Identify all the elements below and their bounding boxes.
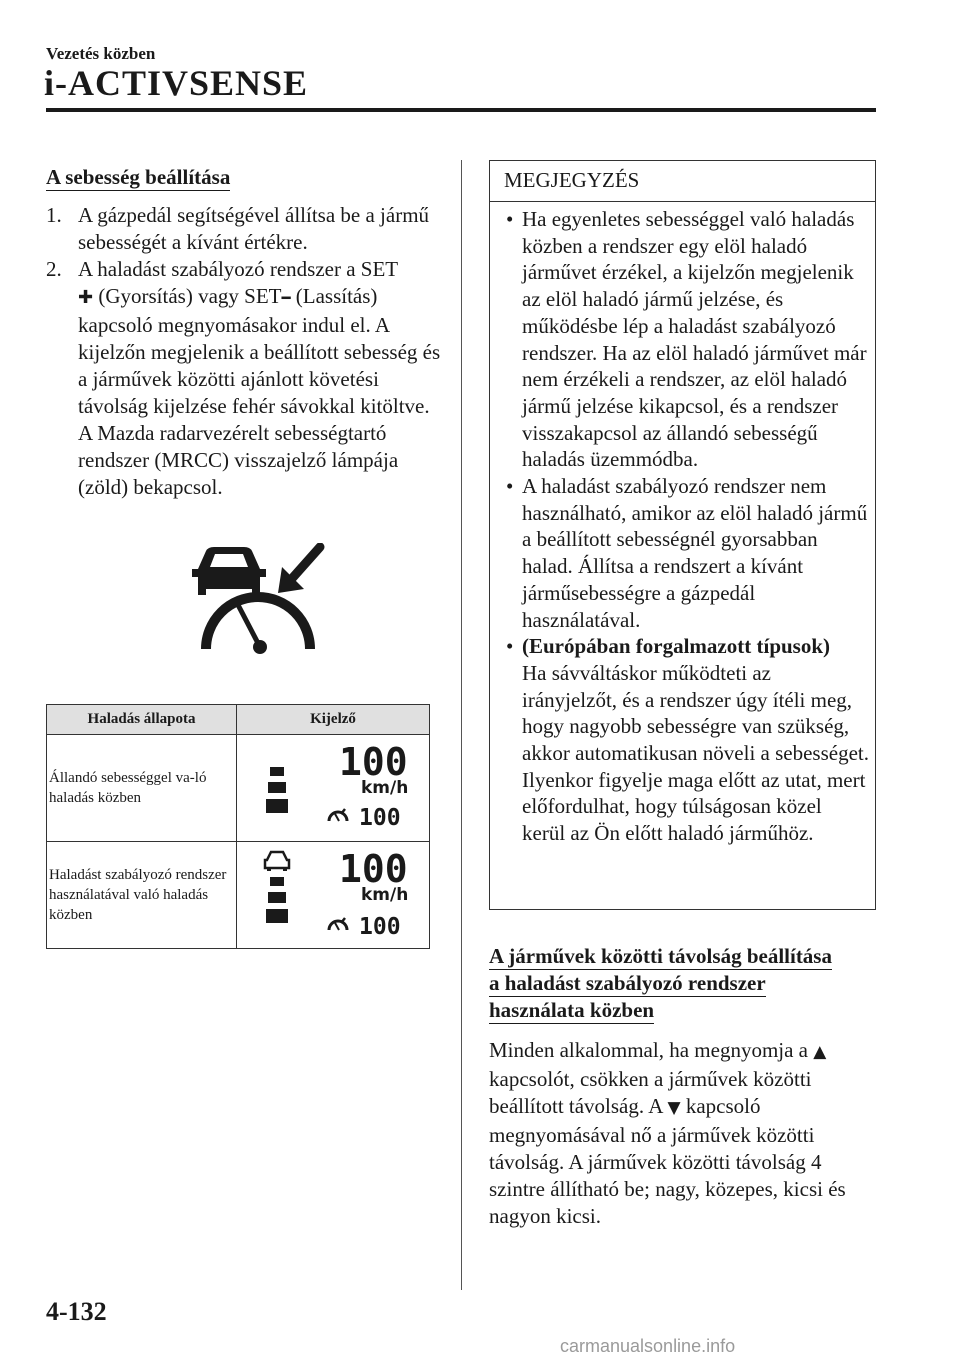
note-text: A haladást szabályozó rendszer nem használható, amikor az elöl haladó jármű a beállított sebességnél gyorsabban halad. Állítsa a rendszert a kívánt járműsebességre a gázpedál használatával.: [522, 474, 868, 632]
speed-value: 100: [339, 847, 408, 891]
subheading-speed-setting: [46, 164, 230, 191]
minus-icon: ━: [281, 289, 291, 307]
bullet-icon: •: [506, 207, 514, 231]
speed-unit: km/h: [361, 778, 409, 798]
subheading-line: A járművek közötti távolság beállítása: [489, 944, 832, 968]
paragraph-text: kapcsoló megnyomásával nő a járművek közötti távolság. A járművek közötti távolság 4 szintre állítható be; nagy, közepes, kicsi és nagyon kicsi.: [489, 1094, 846, 1228]
chapter-title: i-ACTIVSENSE: [44, 63, 309, 103]
subheading-text: A sebesség beállítása: [46, 165, 231, 189]
step-item: [46, 256, 441, 501]
note-text: Ha sávváltáskor működteti az irányjelzőt, és a rendszer úgy ítéli meg, hogy nagyobb sebességre van szükség, akkor automatikusan növeli a sebességet. Ilyenkor figyelje maga előtt az utat, mert előfordulhat, hogy túlságosan közel kerül az Ön előtt haladó járműhöz.: [522, 660, 869, 846]
speed-value: 100: [339, 740, 408, 784]
step-text: A gázpedál segítségével állítsa be a jármű sebességét a kívánt értékre.: [78, 203, 430, 254]
follow-mode-display: [237, 842, 429, 942]
table-header: Haladás állapota: [47, 705, 237, 735]
down-arrow-icon: ▼: [667, 1098, 681, 1118]
section-label: Vezetés közben: [46, 44, 156, 63]
note-item: [504, 633, 869, 847]
note-text: Ha egyenletes sebességgel való haladás közben a rendszer egy elöl haladó járművet érzékel, a kijelzőn megjelenik az elöl haladó jármű jelzése, és működésbe lép a haladást szabályozó rendszer. Ha az elöl haladó járművet már nem érzékeli a rendszer, az elöl haladó jármű jelzése kikapcsol, és a rendszer visszakapcsol az állandó sebességű haladás üzemmódba.: [522, 207, 867, 472]
table-cell-display: [237, 735, 430, 842]
plus-icon: ✚: [78, 287, 94, 308]
note-title-bar: [490, 161, 875, 202]
distance-paragraph: [489, 1037, 874, 1230]
steps-list: [46, 202, 441, 501]
table-cell-state: Állandó sebességgel va-ló haladás közben: [47, 735, 237, 842]
bullet-icon: •: [506, 634, 514, 659]
paragraph-text: kapcsolót, csökken a járművek közötti beállított távolság. A: [489, 1067, 812, 1118]
speed-unit: km/h: [361, 885, 409, 905]
set-speed-value: 100: [359, 805, 401, 831]
set-speed-value: 100: [359, 914, 401, 940]
table-cell-state: Haladást szabályozó rendszer használatával való haladás közben: [47, 842, 237, 949]
subheading-line: a haladást szabályozó rendszer: [489, 971, 766, 995]
note-title: MEGJEGYZÉS: [504, 168, 640, 192]
table-row: [47, 842, 430, 949]
step-text: A haladást szabályozó rendszer a SET: [78, 257, 399, 281]
mrcc-indicator-icon: [178, 543, 328, 666]
step-text: (Gyorsítás) vagy SET: [93, 284, 282, 308]
table-header: Kijelző: [237, 705, 430, 735]
table-row: [47, 735, 430, 842]
subheading-distance-setting: [489, 943, 874, 1024]
step-item: [46, 202, 441, 256]
note-list: [504, 206, 869, 847]
column-divider: [461, 160, 462, 1290]
watermark: carmanualsonline.info: [560, 1336, 736, 1356]
note-item: [504, 206, 869, 473]
note-box: [489, 160, 876, 910]
up-arrow-icon: ▲: [813, 1042, 827, 1062]
paragraph-text: Minden alkalommal, ha megnyomja a: [489, 1038, 814, 1062]
header-rule: [46, 108, 876, 112]
table-cell-display: [237, 842, 430, 949]
step-text: (Lassítás) kapcsoló megnyomásakor indul el. A kijelzőn megjelenik a beállított sebesség és a járművek közötti ajánlott követési távolság kijelzése fehér sávokkal kitöltve. A Mazda radarvezérelt sebességtartó rendszer (MRCC) visszajelző lámpája (zöld) bekapcsol.: [78, 284, 441, 499]
step-number: 2.: [46, 257, 62, 281]
constant-speed-display: [237, 735, 429, 835]
note-bold-label: (Európában forgalmazott típusok): [522, 634, 831, 659]
page-number: 4-132: [46, 1297, 107, 1326]
step-number: 1.: [46, 203, 62, 227]
subheading-line: használata közben: [489, 998, 655, 1022]
bullet-icon: •: [506, 474, 514, 499]
note-item: [504, 473, 869, 633]
display-state-table: [46, 704, 430, 949]
